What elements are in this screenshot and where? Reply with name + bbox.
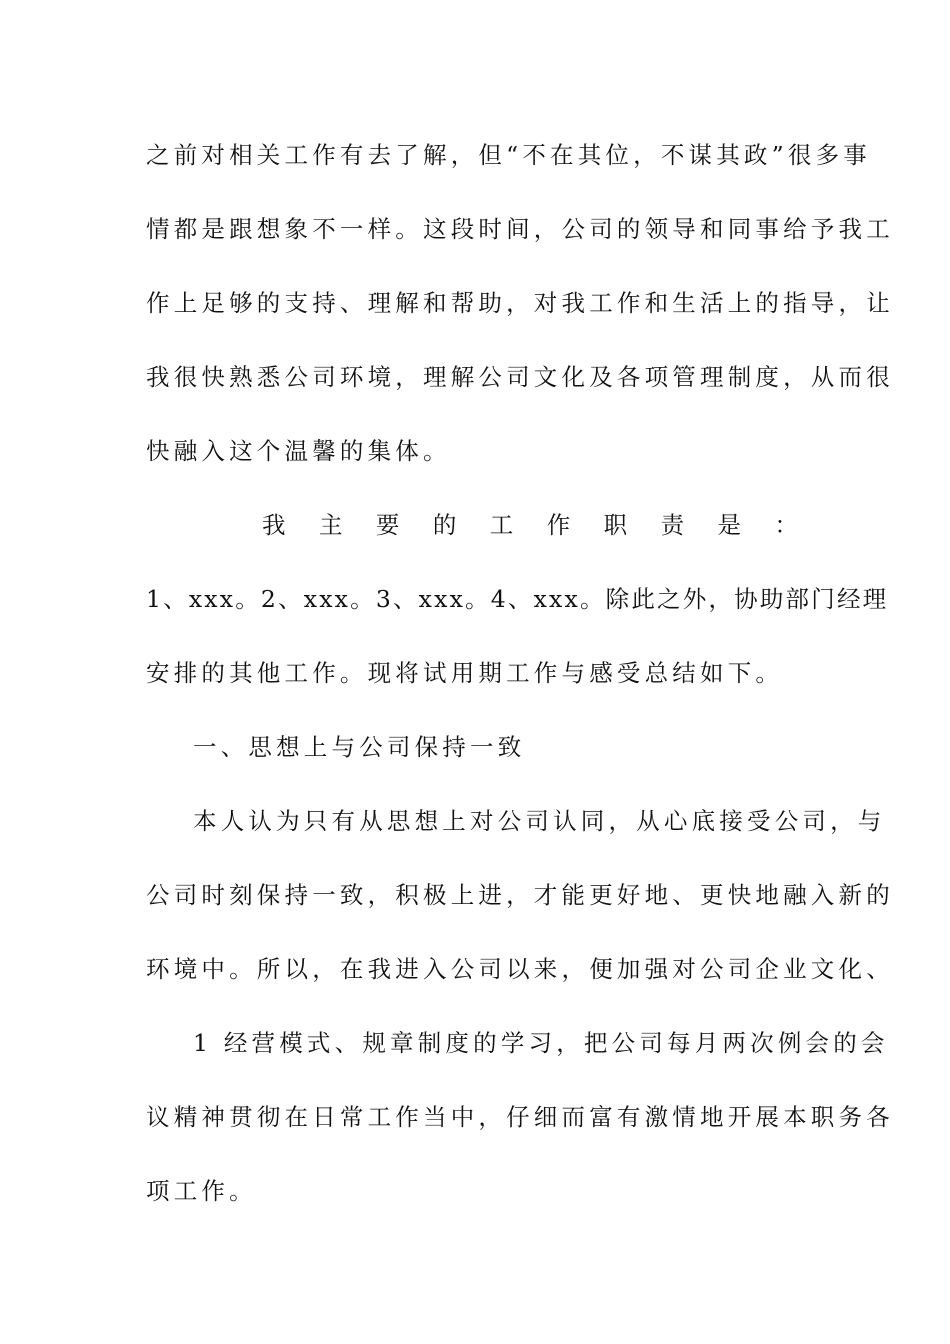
paragraph-line: 我很快熟悉公司环境，理解公司文化及各项管理制度，从而很	[146, 363, 894, 391]
paragraph-line: 安排的其他工作。现将试用期工作与感受总结如下。	[146, 659, 784, 687]
duties-heading	[262, 510, 798, 540]
paragraph-line: 快融入这个温馨的集体。	[146, 437, 451, 465]
paragraph-line: 本人认为只有从思想上对公司认同，从心底接受公司，与	[193, 807, 886, 835]
paragraph-line: 议精神贯彻在日常工作当中，仔细而富有激情地开展本职务各	[146, 1103, 894, 1131]
duties-heading-char: 职	[603, 511, 628, 539]
duties-heading-char: 我	[262, 511, 286, 539]
duties-heading-char: ：	[774, 511, 798, 539]
paragraph-line: 作上足够的支持、理解和帮助，对我工作和生活上的指导，让	[146, 289, 894, 317]
duties-heading-char: 主	[318, 511, 343, 539]
duties-heading-char: 的	[432, 511, 457, 539]
duties-heading-char: 是	[717, 511, 741, 539]
paragraph-line: 情都是跟想象不一样。这段时间，公司的领导和同事给予我工	[146, 215, 894, 243]
paragraph-line: 公司时刻保持一致，积极上进，才能更好地、更快地融入新的	[146, 881, 894, 909]
paragraph-line: 1 经营模式、规章制度的学习，把公司每月两次例会的会	[193, 1029, 889, 1057]
duties-heading-char: 要	[375, 511, 400, 539]
paragraph-line: 环境中。所以，在我进入公司以来，便加强对公司企业文化、	[146, 955, 894, 983]
paragraph-line: 1、xxx。2、xxx。3、xxx。4、xxx。除此之外，协助部门经理	[146, 585, 889, 613]
duties-heading-char: 工	[489, 511, 514, 539]
paragraph-line: 项工作。	[146, 1177, 257, 1205]
duties-heading-char: 作	[546, 511, 571, 539]
section-heading: 一、思想上与公司保持一致	[193, 733, 526, 761]
paragraph-line: 之前对相关工作有去了解，但“不在其位，不谋其政”很多事	[146, 141, 871, 169]
duties-heading-char: 责	[660, 511, 685, 539]
